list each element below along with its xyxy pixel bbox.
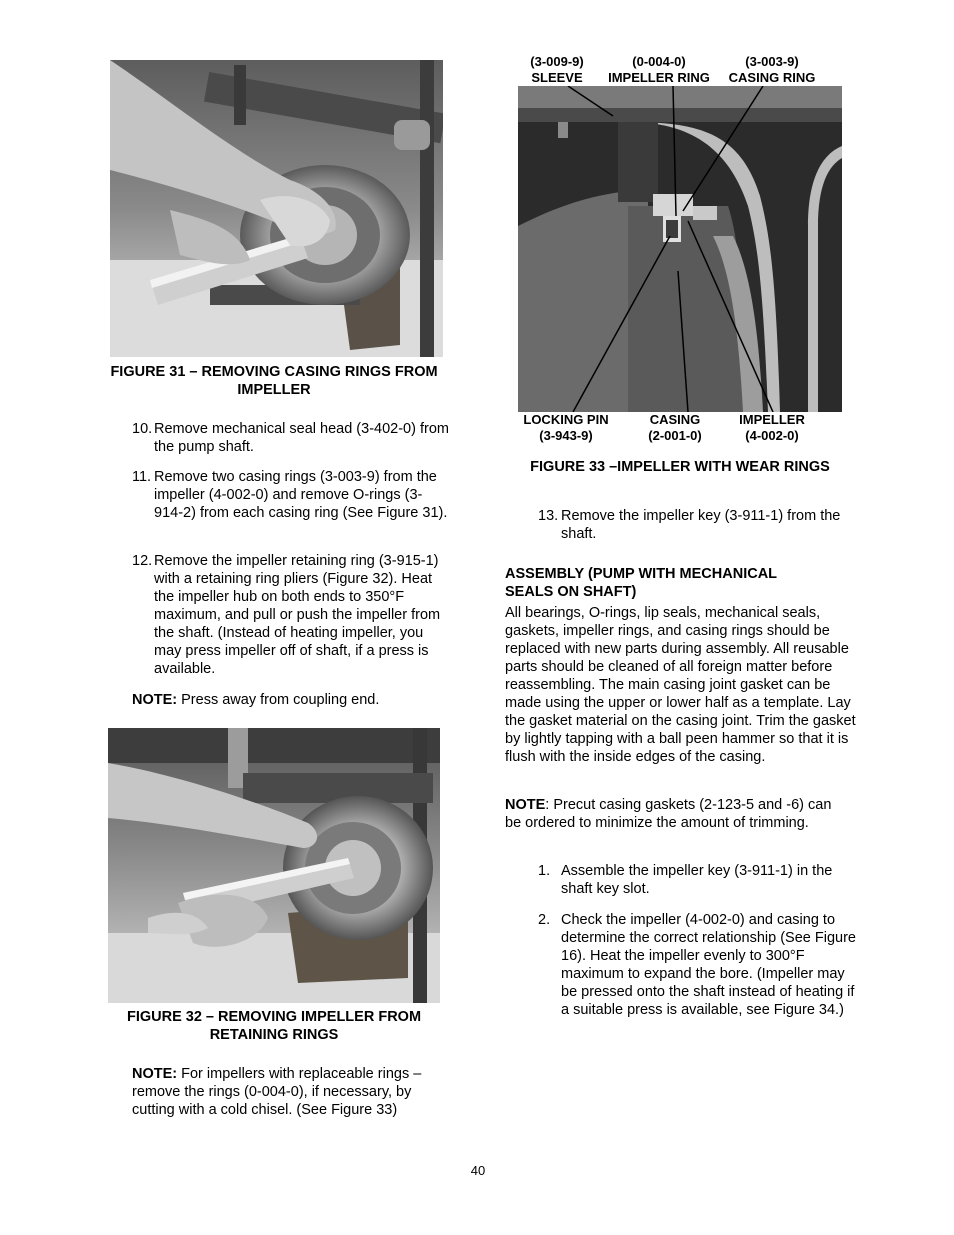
step-11	[132, 468, 452, 544]
step-number: 1.	[538, 863, 551, 879]
step-number: 2.	[538, 912, 551, 928]
note-press-away	[132, 691, 452, 709]
figure-33-caption: FIGURE 33 –IMPELLER WITH WEAR RINGS	[530, 459, 830, 475]
label-code: (3-003-9)	[745, 54, 799, 69]
step-text: Remove the impeller key (3-911-1) from the shaft.	[561, 508, 841, 542]
figure-33-diagram	[518, 86, 842, 412]
label-casing	[640, 412, 710, 444]
label-impeller-ring	[602, 54, 716, 86]
label-name: CASING	[649, 412, 701, 427]
step-number: 10.	[132, 421, 153, 437]
figure-31-caption: FIGURE 31 – REMOVING CASING RINGS FROM IMPELLER	[110, 364, 438, 398]
step-number: 11.	[132, 469, 152, 485]
note-label: NOTE	[505, 797, 546, 813]
page-number: 40	[470, 1163, 486, 1178]
note-text: Press away from coupling end.	[177, 692, 380, 708]
note-label: NOTE:	[132, 1066, 178, 1082]
assembly-step-1	[538, 862, 858, 902]
assembly-step-2	[538, 911, 858, 1041]
label-code: (2-001-0)	[648, 428, 702, 443]
note-replaceable-rings	[132, 1065, 452, 1119]
step-number: 13.	[538, 508, 559, 524]
assembly-heading: ASSEMBLY (PUMP WITH MECHANICAL SEALS ON SHAFT)	[505, 566, 777, 600]
label-name: IMPELLER RING	[608, 70, 710, 85]
step-10	[132, 420, 452, 460]
step-12	[132, 552, 452, 682]
figure-32-photo	[108, 728, 440, 1003]
step-text: Check the impeller (4-002-0) and casing to determine the correct relationship (See Figure 16). Heat the impeller evenly to 300°F maximum to expand the bore. (Impeller may be pressed onto the shaft instead of heating if a suitable press is available, see Figure 34.)	[561, 912, 856, 1018]
label-code: (3-943-9)	[539, 428, 593, 443]
step-number: 12.	[132, 553, 153, 569]
note-precut-gaskets	[505, 796, 845, 832]
label-name: CASING RING	[728, 70, 816, 85]
label-name: LOCKING PIN	[523, 412, 609, 427]
label-impeller	[732, 412, 812, 444]
label-name: SLEEVE	[531, 70, 583, 85]
note-text: For impellers with replaceable rings – remove the rings (0-004-0), if necessary, by cutting with a cold chisel. (See Figure 33)	[132, 1066, 422, 1118]
label-casing-ring	[722, 54, 822, 86]
step-text: Assemble the impeller key (3-911-1) in the shaft key slot.	[561, 863, 833, 897]
note-label: NOTE:	[132, 692, 178, 708]
label-code: (4-002-0)	[745, 428, 799, 443]
label-sleeve	[520, 54, 594, 86]
label-code: (3-009-9)	[530, 54, 584, 69]
step-text: Remove mechanical seal head (3-402-0) from the pump shaft.	[154, 421, 449, 455]
label-locking-pin	[518, 412, 614, 444]
step-text: Remove the impeller retaining ring (3-915-1) with a retaining ring pliers (Figure 32). Heat the impeller hub on both ends to 350°F maximum, and pull or push the impeller from the shaft. (Instead of heating impeller, you may press impeller off of shaft, if a press is available.	[154, 553, 441, 677]
assembly-paragraph: All bearings, O-rings, lip seals, mechanical seals, gaskets, impeller rings, and casing rings should be replaced with new parts during assembly. All reusable parts should be cleaned of all foreign matter before reassembling. The main casing joint gasket can be made using the upper or lower half as a template. Lay the gasket material on the casing joint. Trim the gasket by lightly tapping with a ball peen hammer so that it is flush with the inside edges of the casing.	[505, 605, 856, 765]
step-text: Remove two casing rings (3-003-9) from the impeller (4-002-0) and remove O-rings (3-914-2) from each casing ring (See Figure 31).	[154, 469, 448, 521]
label-name: IMPELLER	[739, 412, 805, 427]
figure-31-photo	[110, 60, 443, 357]
label-code: (0-004-0)	[632, 54, 686, 69]
step-13	[538, 507, 858, 547]
note-text: : Precut casing gaskets (2-123-5 and -6) can be ordered to minimize the amount of trimming.	[505, 797, 832, 831]
figure-32-caption: FIGURE 32 – REMOVING IMPELLER FROM RETAINING RINGS	[126, 1009, 422, 1043]
